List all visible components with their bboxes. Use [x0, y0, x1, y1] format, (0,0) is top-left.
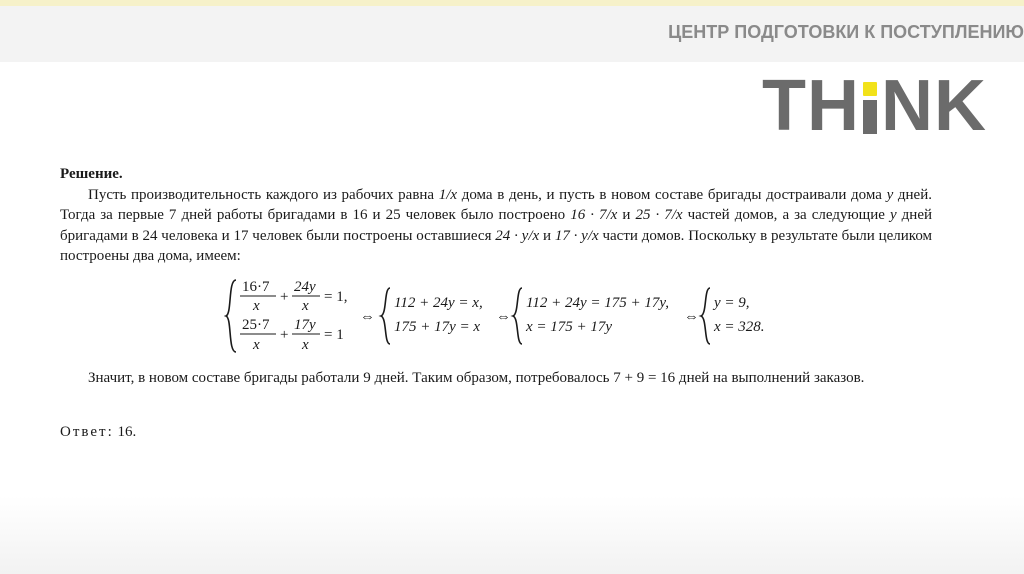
- frac3-den: x: [253, 337, 260, 353]
- sys3-line1: 112 + 24y = 175 + 17y,: [526, 295, 669, 311]
- answer-value: 16.: [113, 424, 137, 440]
- logo-yellow-dot: [863, 82, 877, 96]
- sys2-line1: 112 + 24y = x,: [394, 295, 483, 311]
- think-logo: [762, 66, 987, 146]
- frac4-den: x: [302, 337, 309, 353]
- answer-label: Ответ:: [60, 424, 114, 440]
- brace-1: [226, 280, 236, 352]
- logo-text-end: NK: [881, 66, 987, 146]
- bottom-band: [0, 496, 1024, 574]
- brace-4: [701, 288, 710, 344]
- sys3-line2: x = 175 + 17y: [526, 319, 613, 335]
- frac3-num: 25·7: [242, 317, 270, 333]
- equation-system: [224, 276, 784, 356]
- iff-3: ⇔: [684, 309, 699, 325]
- iff-2: ⇔: [496, 309, 511, 325]
- sys4-line2: x = 328.: [714, 319, 765, 335]
- frac2-num: 24y: [294, 279, 316, 295]
- plus-1: +: [280, 289, 289, 305]
- rhs-1: = 1,: [324, 289, 348, 305]
- rhs-2: = 1: [324, 327, 344, 343]
- logo-text-start: TH: [762, 66, 860, 146]
- sys2-line2: 175 + 17y = x: [394, 319, 481, 335]
- frac4-num: 17y: [294, 317, 316, 333]
- conclusion-paragraph: Значит, в новом составе бригады работали 9 дней. Таким образом, потребовалось 7 + 9 = 16 дней на выполнений заказов.: [88, 370, 865, 386]
- iff-1: ⇔: [360, 309, 375, 325]
- frac2-den: x: [302, 298, 309, 314]
- plus-2: +: [280, 327, 289, 343]
- solution-heading: Решение.: [60, 166, 123, 182]
- sys4-line1: y = 9,: [714, 295, 750, 311]
- solution-text: [60, 164, 932, 267]
- solution-paragraph: Пусть производительность каждого из рабочих равна 1/x дома в день, и пусть в новом составе бригады достраивали дома y дней. Тогда за первые 7 дней работы бригадами в 16 и 25 человек было построено 16 · 7/x и 25 · 7/x частей домов, а за следующие y дней бригадами в 24 человека и 17 человек были построены оставшиеся 24 · y/x и 17 · y/x части домов. Поскольку в результате были целиком построены два дома, имеем:: [60, 186, 933, 264]
- frac1-num: 16·7: [242, 279, 270, 295]
- answer-line: [60, 424, 136, 441]
- org-name: ЦЕНТР ПОДГОТОВКИ К ПОСТУПЛЕНИЮ: [668, 22, 1024, 42]
- logo-letter-i: [860, 66, 881, 146]
- brace-3: [513, 288, 522, 344]
- brace-2: [381, 288, 390, 344]
- frac1-den: x: [253, 298, 260, 314]
